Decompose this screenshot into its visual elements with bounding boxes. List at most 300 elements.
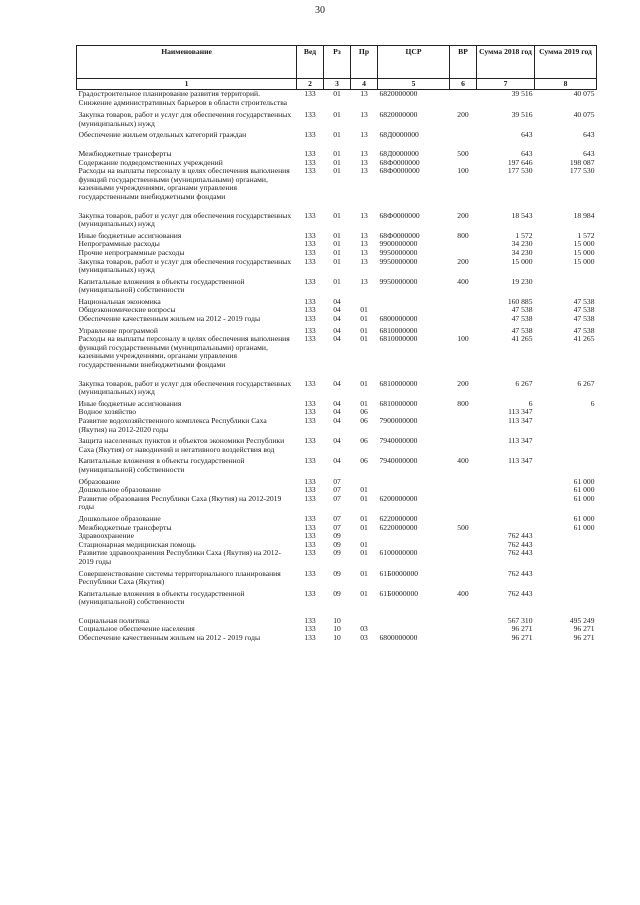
row-name: Здравоохранение <box>78 531 134 541</box>
row-csr: 7940000000 <box>379 436 418 446</box>
row-csr: 6820000000 <box>379 110 418 120</box>
row-rz: 10 <box>333 624 341 634</box>
row-ved: 133 <box>304 110 316 120</box>
row-sum-2018: 567 310 <box>507 615 533 625</box>
row-sum-2019: 6 267 <box>577 378 595 388</box>
row-rz: 09 <box>333 548 341 558</box>
row-name: Дошкольное образование <box>78 513 161 523</box>
row-csr: 6810000000 <box>379 398 418 408</box>
row-sum-2019: 96 271 <box>573 624 595 634</box>
row-vr: 800 <box>457 230 469 240</box>
row-vr <box>450 541 477 550</box>
row-rz: 07 <box>333 493 341 503</box>
row-vr <box>450 625 477 634</box>
row-sum-2019: 61 000 <box>573 522 595 532</box>
row-sum-2019: 96 271 <box>573 633 595 643</box>
row-vr: 400 <box>457 588 469 598</box>
row-csr: 61Б0000000 <box>379 588 419 598</box>
row-vr: 400 <box>457 456 469 466</box>
row-rz: 01 <box>333 239 341 249</box>
row-pr: 01 <box>360 325 368 335</box>
row-ved: 133 <box>304 522 316 532</box>
row-ved: 133 <box>304 256 316 266</box>
row-ved: 133 <box>304 157 316 167</box>
row-name: Обеспечение качественным жильем на 2012 - 2019 годы <box>78 633 261 643</box>
row-ved: 133 <box>304 493 316 503</box>
row-sum-2019: 643 <box>583 130 595 140</box>
row-csr: 68Ф0000000 <box>379 157 420 167</box>
row-ved: 133 <box>304 314 316 324</box>
row-rz: 01 <box>333 247 341 257</box>
table-row <box>77 167 597 211</box>
row-sum-2019: 15 000 <box>573 239 595 249</box>
row-sum-2019: 643 <box>583 148 595 158</box>
table-row <box>77 437 597 457</box>
row-sum-2019 <box>535 570 597 590</box>
row-vr: 100 <box>457 166 469 176</box>
row-ved: 133 <box>304 166 316 176</box>
row-vr: 200 <box>457 110 469 120</box>
row-vr <box>450 495 477 515</box>
row-pr: 13 <box>360 166 368 176</box>
row-csr: 9950000000 <box>379 247 418 257</box>
row-rz: 04 <box>333 416 341 425</box>
table-row <box>77 212 597 232</box>
row-vr: 500 <box>457 522 469 532</box>
header-sum-2019: Сумма 2019 год <box>535 46 597 79</box>
row-rz: 04 <box>333 296 341 306</box>
row-name: Межбюджетные трансферты <box>78 522 172 532</box>
table-row <box>77 380 597 400</box>
row-ved: 133 <box>304 615 316 625</box>
row-sum-2018: 47 538 <box>511 325 533 335</box>
row-sum-2019 <box>535 437 597 457</box>
row-sum-2018: 15 000 <box>511 256 533 266</box>
row-sum-2018: 96 271 <box>511 633 533 643</box>
row-name: Защита населенных пунктов и объектов экономики Республики Саха (Якутия) от наводнений и негативного воздействия вод <box>78 436 285 454</box>
row-vr: 200 <box>457 378 469 388</box>
row-rz: 09 <box>333 588 341 598</box>
row-ved: 133 <box>304 230 316 240</box>
row-rz: 01 <box>333 166 341 176</box>
row-sum-2018: 1 572 <box>515 230 533 240</box>
header-ved: Вед <box>297 46 324 79</box>
row-rz: 10 <box>333 633 341 643</box>
row-name: Расходы на выплаты персоналу в целях обеспечения выполнения функций государственными (муниципальными) органами, казенными учреждениями, органами управления государственными внебюджетными фондами <box>78 334 290 370</box>
row-ved: 133 <box>304 89 316 98</box>
table-row <box>77 495 597 515</box>
row-vr <box>450 240 477 249</box>
row-pr: 01 <box>360 522 368 532</box>
row-ved: 133 <box>304 148 316 158</box>
row-csr: 68Д0000000 <box>379 130 419 140</box>
row-vr <box>450 298 477 307</box>
row-csr <box>378 298 450 307</box>
column-number-row <box>77 79 597 90</box>
row-vr <box>450 634 477 643</box>
row-csr: 61Б0000000 <box>379 568 419 578</box>
row-name: Иные бюджетные ассигнования <box>78 230 182 240</box>
row-name: Иные бюджетные ассигнования <box>78 398 182 408</box>
row-sum-2019: 177 530 <box>569 166 595 176</box>
row-rz: 09 <box>333 568 341 578</box>
table-row <box>77 90 597 112</box>
row-ved: 133 <box>304 296 316 306</box>
row-sum-2019: 47 538 <box>573 296 595 306</box>
row-name: Развитие образования Республики Саха (Якутия) на 2012-2019 годы <box>78 493 282 512</box>
row-name: Обеспечение качественным жильем на 2012 - 2019 годы <box>78 314 261 324</box>
row-ved: 133 <box>304 378 316 388</box>
row-csr <box>378 532 450 541</box>
row-rz: 04 <box>333 436 341 446</box>
row-pr: 06 <box>360 416 368 425</box>
row-vr <box>450 617 477 626</box>
row-vr <box>450 549 477 569</box>
row-rz: 04 <box>333 334 341 344</box>
header-name: Наименование <box>77 46 297 79</box>
row-name: Стационарная медицинская помощь <box>78 539 196 549</box>
row-rz: 01 <box>333 256 341 266</box>
row-rz: 04 <box>333 456 341 466</box>
row-vr <box>450 90 477 112</box>
row-ved: 133 <box>304 325 316 335</box>
row-sum-2018: 762 443 <box>507 568 533 578</box>
row-ved: 133 <box>304 305 316 315</box>
header-vr: ВР <box>450 46 477 79</box>
row-csr: 6810000000 <box>379 378 418 388</box>
row-ved: 133 <box>304 276 316 286</box>
column-number: 8 <box>535 79 597 90</box>
row-ved: 133 <box>304 239 316 249</box>
row-pr: 01 <box>360 568 368 578</box>
row-pr: 13 <box>360 247 368 257</box>
row-sum-2018: 762 443 <box>507 531 533 541</box>
row-rz: 04 <box>333 305 341 315</box>
row-name: Управление программой <box>78 325 158 335</box>
row-ved: 133 <box>304 334 316 344</box>
row-sum-2018: 197 646 <box>507 157 533 167</box>
row-vr <box>450 478 477 487</box>
row-sum-2019 <box>535 541 597 550</box>
row-sum-2018: 762 443 <box>507 539 533 549</box>
row-pr: 03 <box>360 624 368 634</box>
row-ved: 133 <box>304 476 316 486</box>
row-name: Водное хозяйство <box>78 407 137 417</box>
row-pr: 01 <box>360 539 368 549</box>
row-sum-2018: 113 347 <box>508 436 533 446</box>
row-ved: 133 <box>304 485 316 495</box>
row-pr: 01 <box>360 378 368 388</box>
row-sum-2019: 40 075 <box>573 89 595 98</box>
row-vr: 800 <box>457 398 469 408</box>
row-sum-2018: 19 230 <box>511 276 533 286</box>
column-number: 4 <box>351 79 378 90</box>
row-pr: 13 <box>360 130 368 140</box>
row-sum-2018: 177 530 <box>507 166 533 176</box>
table-row <box>77 111 597 131</box>
row-sum-2018: 6 <box>528 398 533 408</box>
row-pr: 13 <box>360 239 368 249</box>
row-sum-2019 <box>535 590 597 617</box>
row-name: Непрограммные расходы <box>78 239 160 249</box>
row-name: Градостроительное планирование развития территорий. Снижение административных барьеров в области строительства <box>78 89 288 107</box>
row-rz: 07 <box>333 513 341 523</box>
row-name: Общеэкономические вопросы <box>78 305 176 315</box>
table-row <box>77 278 597 298</box>
row-sum-2018: 96 271 <box>511 624 533 634</box>
row-pr: 01 <box>360 548 368 558</box>
row-sum-2019: 40 075 <box>573 110 595 120</box>
table-row <box>77 258 597 278</box>
row-pr: 13 <box>360 230 368 240</box>
row-sum-2019 <box>535 408 597 417</box>
row-sum-2019: 61 000 <box>573 513 595 523</box>
column-number: 5 <box>378 79 450 90</box>
header-sum-2018: Сумма 2018 год <box>477 46 535 79</box>
row-csr: 6100000000 <box>379 548 418 558</box>
row-pr: 01 <box>360 493 368 503</box>
row-vr <box>450 315 477 327</box>
row-sum-2018: 34 230 <box>511 239 533 249</box>
table-row <box>77 570 597 590</box>
row-vr: 500 <box>457 148 469 158</box>
row-csr <box>378 478 450 487</box>
row-sum-2018: 6 267 <box>515 378 533 388</box>
table-row <box>77 457 597 477</box>
row-sum-2019: 47 538 <box>573 325 595 335</box>
column-number: 3 <box>324 79 351 90</box>
table-row <box>77 634 597 643</box>
header-rz: Рз <box>324 46 351 79</box>
row-sum-2019: 15 000 <box>573 247 595 257</box>
row-rz: 01 <box>333 210 341 220</box>
row-ved: 133 <box>304 568 316 578</box>
table-row <box>77 315 597 327</box>
column-number: 2 <box>297 79 324 90</box>
row-sum-2019 <box>535 532 597 541</box>
row-pr: 01 <box>360 485 368 495</box>
row-name: Социальная политика <box>78 615 149 625</box>
row-pr: 01 <box>360 513 368 523</box>
column-number: 1 <box>77 79 297 90</box>
row-rz: 09 <box>333 539 341 549</box>
row-ved: 133 <box>304 456 316 466</box>
row-ved: 133 <box>304 407 316 417</box>
row-pr: 06 <box>360 436 368 446</box>
row-vr <box>450 417 477 437</box>
row-pr: 13 <box>360 110 368 120</box>
row-sum-2018: 41 265 <box>511 334 533 344</box>
row-ved: 133 <box>304 531 316 541</box>
row-sum-2019: 6 <box>590 398 595 408</box>
row-name: Развитие здравоохранения Республики Саха (Якутия) на 2012-2019 годы <box>78 548 281 566</box>
row-ved: 133 <box>304 633 316 643</box>
row-sum-2018: 113 347 <box>508 407 533 417</box>
row-sum-2018: 160 885 <box>507 296 533 306</box>
row-name: Социальное обеспечение населения <box>78 624 195 634</box>
row-csr: 9900000000 <box>379 239 418 249</box>
row-sum-2018: 113 347 <box>508 456 533 466</box>
row-ved: 133 <box>304 210 316 220</box>
row-rz: 04 <box>333 378 341 388</box>
row-sum-2018: 643 <box>521 130 533 140</box>
row-pr: 13 <box>360 210 368 220</box>
column-number: 7 <box>477 79 535 90</box>
row-name: Образование <box>78 476 121 486</box>
row-rz: 01 <box>333 157 341 167</box>
row-vr: 200 <box>457 210 469 220</box>
row-csr: 68Ф0000000 <box>379 210 420 220</box>
row-ved: 133 <box>304 398 316 408</box>
row-vr: 400 <box>457 276 469 286</box>
row-sum-2019: 47 538 <box>573 305 595 315</box>
row-ved: 133 <box>304 539 316 549</box>
row-sum-2019 <box>535 457 597 477</box>
row-name: Обеспечение жильем отдельных категорий граждан <box>78 130 247 140</box>
row-csr: 9950000000 <box>379 276 418 286</box>
row-ved: 133 <box>304 588 316 598</box>
row-vr <box>450 131 477 150</box>
row-vr <box>450 570 477 590</box>
row-name: Капитальные вложения в объекты государственной (муниципальной) собственности <box>78 588 245 607</box>
row-name: Расходы на выплаты персоналу в целях обеспечения выполнения функций государственными (муниципальными) органами, казенными учреждениями, органами управления государственными внебюджетными фондами <box>78 166 290 201</box>
row-name: Закупка товаров, работ и услуг для обеспечения государственных (муниципальных) нужд <box>78 256 292 275</box>
row-pr: 13 <box>360 256 368 266</box>
row-pr: 03 <box>360 633 368 643</box>
row-csr: 6800000000 <box>379 314 418 324</box>
row-name: Национальная экономика <box>78 296 161 306</box>
row-ved: 133 <box>304 548 316 558</box>
row-sum-2018: 39 516 <box>511 110 533 120</box>
row-rz: 04 <box>333 398 341 408</box>
row-name: Совершенствование системы территориального планирования Республики Саха (Якутия) <box>78 568 281 587</box>
row-csr: 6220000000 <box>379 522 418 532</box>
row-sum-2019: 61 000 <box>573 476 595 486</box>
row-name: Содержание подведомственных учреждений <box>78 157 223 167</box>
row-ved: 133 <box>304 130 316 140</box>
row-name: Закупка товаров, работ и услуг для обеспечения государственных (муниципальных) нужд <box>78 378 292 397</box>
row-pr: 01 <box>360 588 368 598</box>
row-rz: 04 <box>333 407 341 417</box>
row-sum-2019: 495 249 <box>569 615 595 625</box>
row-ved: 133 <box>304 247 316 257</box>
row-sum-2018: 47 538 <box>511 314 533 324</box>
table-row <box>77 590 597 617</box>
row-sum-2018 <box>477 515 535 524</box>
header-csr: ЦСР <box>378 46 450 79</box>
row-name: Межбюджетные трансферты <box>78 148 172 158</box>
row-rz: 07 <box>333 485 341 495</box>
page-number: 30 <box>315 5 325 16</box>
row-csr: 7940000000 <box>379 456 418 466</box>
row-rz: 01 <box>333 110 341 120</box>
row-vr <box>450 306 477 315</box>
row-sum-2019: 61 000 <box>573 485 595 495</box>
row-sum-2018: 113 347 <box>508 416 533 425</box>
row-sum-2019: 61 000 <box>573 493 595 503</box>
row-sum-2018: 18 543 <box>511 210 533 220</box>
row-rz: 01 <box>333 230 341 240</box>
table-row <box>77 417 597 437</box>
row-sum-2019 <box>535 417 597 437</box>
row-sum-2018 <box>477 486 535 495</box>
row-sum-2019: 1 572 <box>577 230 595 240</box>
row-name: Закупка товаров, работ и услуг для обеспечения государственных (муниципальных) нужд <box>78 210 292 229</box>
row-csr: 68Ф0000000 <box>379 166 420 176</box>
row-pr: 13 <box>360 276 368 286</box>
row-vr <box>450 437 477 457</box>
table-row <box>77 335 597 379</box>
row-pr: 06 <box>360 456 368 466</box>
row-rz: 07 <box>333 476 341 486</box>
row-ved: 133 <box>304 513 316 523</box>
row-sum-2018: 762 443 <box>507 588 533 598</box>
row-sum-2019: 18 984 <box>573 210 595 220</box>
row-vr <box>450 532 477 541</box>
row-vr <box>450 408 477 417</box>
row-ved: 133 <box>304 416 316 425</box>
row-csr: 6810000000 <box>379 325 418 335</box>
row-name: Развитие водохозяйственного комплекса Республики Саха (Якутия) на 2012-2020 годы <box>78 416 267 434</box>
row-sum-2018: 34 230 <box>511 247 533 257</box>
row-sum-2019: 15 000 <box>573 256 595 266</box>
row-csr: 6810000000 <box>379 334 418 344</box>
row-csr: 6220000000 <box>379 513 418 523</box>
table-row <box>77 549 597 569</box>
row-name: Капитальные вложения в объекты государственной (муниципальной) собственности <box>78 276 245 295</box>
row-pr: 06 <box>360 407 368 417</box>
header-row <box>77 46 597 79</box>
row-sum-2018: 47 538 <box>511 305 533 315</box>
table-row <box>77 131 597 150</box>
row-sum-2019: 47 538 <box>573 314 595 324</box>
row-rz: 10 <box>333 615 341 625</box>
row-ved: 133 <box>304 624 316 634</box>
row-sum-2018 <box>477 478 535 487</box>
row-name: Капитальные вложения в объекты государственной (муниципальной) собственности <box>78 456 245 474</box>
row-csr <box>378 617 450 626</box>
row-rz: 04 <box>333 325 341 335</box>
row-csr: 6820000000 <box>379 89 418 98</box>
row-vr: 100 <box>457 334 469 344</box>
row-pr: 01 <box>360 314 368 324</box>
row-vr <box>450 486 477 495</box>
row-sum-2019 <box>535 549 597 569</box>
row-rz: 09 <box>333 531 341 541</box>
row-csr: 6800000000 <box>379 633 418 643</box>
row-rz: 01 <box>333 89 341 98</box>
header-pr: Пр <box>351 46 378 79</box>
table-body <box>77 90 597 643</box>
row-rz: 04 <box>333 314 341 324</box>
row-name: Дошкольное образование <box>78 485 161 495</box>
row-csr: 6200000000 <box>379 493 418 503</box>
row-csr: 9950000000 <box>379 256 418 266</box>
row-sum-2018: 643 <box>521 148 533 158</box>
row-sum-2019 <box>535 278 597 298</box>
row-csr: 68Д0000000 <box>379 148 419 158</box>
row-ved: 133 <box>304 436 316 446</box>
column-number: 6 <box>450 79 477 90</box>
row-pr: 13 <box>360 89 368 98</box>
row-pr: 01 <box>360 398 368 408</box>
row-sum-2018: 39 516 <box>511 89 533 98</box>
row-pr: 13 <box>360 148 368 158</box>
row-pr: 13 <box>360 157 368 167</box>
row-csr: 7900000000 <box>379 416 418 425</box>
row-sum-2018: 762 443 <box>507 548 533 558</box>
row-sum-2019: 41 265 <box>573 334 595 344</box>
